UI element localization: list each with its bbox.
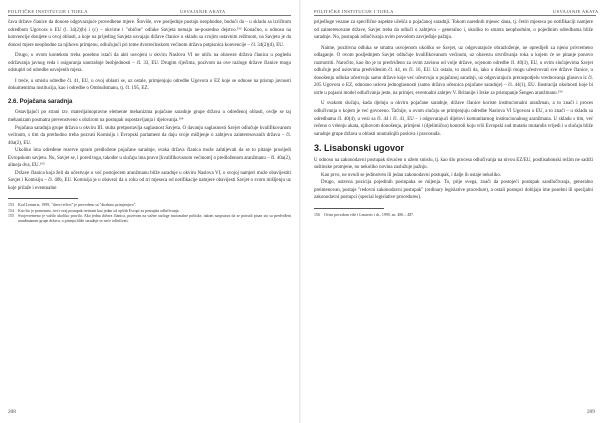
left-running-head-title: POLITIČKE INSTITUCIJE I TIJELA xyxy=(8,9,88,14)
left-paragraph-4: Ostavljajući po strani tzv. materijalnopravne elemente mehanizma pojačane saradnje grupe država u određenoj oblasti, ovdje se taj mehanizam posmatra prevenstveno s obzirom na postupak uspostavljanja i djelovanja.¹⁵⁴ xyxy=(8,110,291,124)
section-heading-lisbon-treaty: 3. Lisabonski ugovor xyxy=(314,143,405,154)
right-paragraph-5: Kao prvo, ne uvodi se jedinstven ili jedan zakonodavni postupak, i dalje ih ostaje nekoliko. xyxy=(321,172,502,178)
left-paragraph-1: čava države članice da donose odgovarajuće provedbene mjere. Štoviše, ove posljednje postaju neophodne, budući da – u skladu sa izričitom odredbom Ugovora o EU (l. 34(2)(b) i (c) – okvirne i "obične" odluke Savjeta nemaju ne-posredno dejstvo.¹⁵³ Konačno, u odnosu na konvencije donijete u ovoj oblasti, a koje na prijedlog Savjeta usvajaju države članice u skladu sa svojim ustavnim režimom, na Savjetu je da donosi mjere neophodne za njihovu primjenu, odlučujući pri tome dvotrećinskom većinom država potpisnica konvencije – čl. 34(2)(d), EU. xyxy=(8,20,291,48)
left-paragraph-3: I treće, u smislu odredbe čl. 41, EU, u ovoj oblasti se, uz ostale, primjenjuju odredbe Ugovora o EZ koje se odnose na pristup javnosti dokumentima institucija, kao i odredbe o Ombudsmanu, tj. čl. 195, EZ. xyxy=(8,78,291,92)
left-paragraph-2: Drugo, u ovom kontekstu treba posebno istaći da akti usvojeni u okviru Naslova VI ne utiču na obaveze država članica u pogledu održavanja javnog reda i osiguranja unutrašnje bezbjednosti – čl. 33, EU. Drugim riječima, pozivom na ove razloge države članice mogu odstupiti od odredbe usvojenih mjera. xyxy=(8,53,291,74)
right-header-rule xyxy=(314,15,596,16)
right-paragraph-6: Drugo, ustavna pozicija pojedinih postupaka se mijenja. To, prije svega, znači da postojeći postupak saodlučivanja, generalno preimenovan, postaje "redovni zakonodavni postupak" (ordinary legislative procedure), a ostali postupci dobijaju ime posebni ili specijalni zakonodavni postupci (special legislative procedures). xyxy=(314,180,593,201)
footnote-text: Kod Lenaerts, 1999, "direct effect" je prevedeno sa "direktno primjenjivo". xyxy=(18,202,137,208)
footnote-text: Kao što je pomenuto, treći ovaj postupak tretirani kao jedan od opštih Evropi za postupka odlučivanja. xyxy=(18,207,180,213)
right-page xyxy=(300,0,600,423)
left-text-block xyxy=(8,19,291,224)
right-footnotes xyxy=(314,212,593,217)
left-paragraph-5: Pojačana saradnja grupe država u okviru III. stuba pretpostavlja saglasnost Savjeta. O davanju saglasnosti Savjet odlučuje kvalifikovanom većinom, s tim da prethodno treba pozvati Komisiju i Evropski parlament da daju svoje mišljenje o zahtjevu zainteresovanih država – čl. 40a(2), EU. xyxy=(8,125,291,146)
right-running-head-title: POLITIČKE INSTITUCIJE I TIJELA xyxy=(314,9,394,14)
footnote-number: 156 xyxy=(314,212,320,218)
right-paragraph-2: Naime, pozitivna odluka se smatra usvojenom ukoliko se Savjet, uz odgovarajuće obrazloženje, ne opredijeli za njeno privremeno odlaganje. O ovom posljednjem Savjet odlučuje kvalifikovanom većinom, uz obavezu utvrđivanja roka u kojem će se pitanje ponovo razmotriti. Naročito, kao što je to predviđeno za ovim zavisno od volje države, ocjenom odredbe čl. 40(3), EU, u ovim slučajevima Savjet odlučuje pod uslovima predviđenim čl. 44, ex čl. 16, EU. Uz ostalo, to znači da, iako u diskusiji mogu učestvovati sve države članice, u donošenju odluka učestvuju samo države koje već učestvuju u pojačanoj saradnji, uz odgovarajuću preraspodjelu vrednovanja glasova iz čl. 205 Ugovora o EZ, odnosno uslova jednoglasnosti (samo država učesnica pojačane saradnje) – čl. 44(1), EU. Ilustracija okolnosti koje bi utrle u pojasni model odlučivanja jeste, na primjer, eventualni zahtjev V. Britanije i Irske za pristupanje Šengen aranžmanu.¹⁵⁶ xyxy=(314,45,593,96)
right-page-number: 209 xyxy=(587,409,595,415)
right-paragraph-3: U svakom slučaju, kada djeluju u okviru pojačane saradnje, države članice koriste institucionalni aranžman, a to znači i proces odlučivanja o kojem je već govoreno. Tačnije, u ovom slučaju se primjenjuju odredbe Naslova VI Ugovora o EU, a to znači – u skladu sa odredbama čl. 40(4), u vezi sa čl. 44 i čl. 41, EU – i odgovarajući dijelovi komunitarnog institucionalnog aranžmana. U skladu s tim, već rečeno o vršenju akata, njihovom donošenju, primjeni i (djelimično) kontroli koju vrši Evropski sud mutatis mutandis vrijedi i u slučaju bliže saradnje grupe država u oblasti unutrašnjih poslova i pravosuđa. xyxy=(314,101,593,137)
left-paragraph-7: Države članica koja želi da učestvuje u već postojećem aranžmanu bliže saradnje u okviru Naslova VI, o svojoj namjeri može obavijestiti Savjet i Komisiju – čl. 40b, EU. Komisija je u obavezi da u roku od tri mjeseca od notifikacije namjere obavijesti Savjet o svom mišljenju uz koje prilaže i eventualne xyxy=(8,170,291,191)
left-paragraph-6: Ukoliko ima određene rezerve spram predložene pojačane saradnje, svaka država članica može zahtijevati da se to pitanje prosljedi Evropskom savjetu. Nu, Savjet se, i pored toga, također u slučaju ima pravo [kvalifikovanom većinom] o predloženom aranžmanu – čl. 40a(2), alineja dva, EU.¹⁵⁵ xyxy=(8,148,291,169)
right-paragraph-1: prijedloge vezane za specifične aspekte učešća u pojačanoj saradnji. Tokom narednih mjesec dana, tj. četiri mjeseca po notifikaciji namjere od zainteresovane države, Savjet treba da odluči o zahtjevu – generalno i, ukoliko to smatra neophodnim, o pojedinim odredbama bliže saradnje. No, postupak odlučivanja ovim povodom zavrjeđuje pažnju. xyxy=(314,20,593,41)
left-footnote-rule xyxy=(8,198,78,199)
right-running-head-chapter: USVAJANJE AKATA xyxy=(553,9,599,14)
footnote-number: 153 xyxy=(8,202,14,208)
footnote xyxy=(314,212,593,217)
footnote-text: Ovim povodom više i Lenaerts i dr., 1999, str. 486 – 487. xyxy=(324,212,415,218)
right-text-block xyxy=(314,19,593,217)
left-page-number: 208 xyxy=(8,409,16,415)
right-paragraph-4: U odnosu na zakonodavni postupak shvaćen u užem smislu, tj. kao dio procesa odlučivanja na nivou EZ/EU, postlisabonski režim ne sadrži suštinske promjene, no nekoliko novina zaslužuje pažnju. xyxy=(314,157,593,171)
right-footnote-rule xyxy=(314,208,384,209)
footnote-number: 154 xyxy=(8,207,14,213)
left-footnotes xyxy=(8,202,291,223)
footnote-number: 155 xyxy=(8,213,14,219)
section-heading-enhanced-cooperation: 2.6. Pojačana saradnja xyxy=(8,98,73,105)
left-header-rule xyxy=(8,15,291,16)
footnote xyxy=(8,213,291,224)
footnote-text: Svojevremeno je važilo ukoliko pravilo. Ako jedna država članica, pozivom na važne razloge nacionalne politike, takom saopstava da se potrudi pisan sto sa predviđeni aranžmanom grupe država, o pitanju bliže saradnje se neće odlučivati. xyxy=(18,213,291,224)
left-running-head-chapter: USVAJANJE AKATA xyxy=(180,9,226,14)
